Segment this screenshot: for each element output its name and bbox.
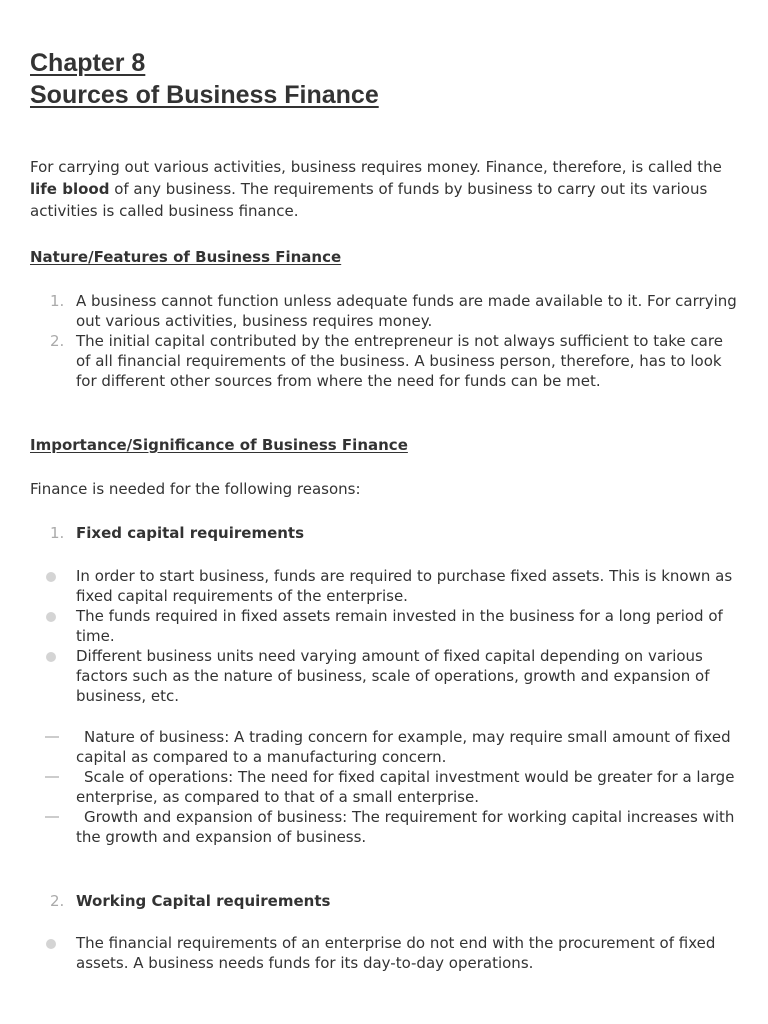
list-number: 1. <box>50 524 65 542</box>
list-item <box>30 767 742 807</box>
chapter-name: Sources of Business Finance <box>30 81 379 109</box>
list-item <box>30 891 742 911</box>
list-item-text: The initial capital contributed by the entrepreneur is not always sufficient to take care of all financial requirements of the business. A business person, therefore, has to look for different other sources from where the need for funds can be met. <box>76 332 723 390</box>
fixed-capital-bullets <box>30 566 742 706</box>
dash-icon <box>45 816 59 818</box>
nature-heading: Nature/Features of Business Finance <box>30 248 342 266</box>
working-capital-title: Working Capital requirements <box>76 892 331 910</box>
list-item-text: A business cannot function unless adequate funds are made available to it. For carrying out various activities, business requires money. <box>76 292 737 330</box>
working-capital-list <box>30 891 742 911</box>
intro-text-part1: For carrying out various activities, business requires money. Finance, therefore, is called the <box>30 158 722 176</box>
list-item <box>30 566 742 606</box>
intro-paragraph <box>30 156 742 222</box>
list-item-text: Different business units need varying amount of fixed capital depending on various factors such as the nature of business, scale of operations, growth and expansion of business, etc. <box>76 647 710 705</box>
list-item <box>30 727 742 767</box>
list-number: 2. <box>50 332 65 350</box>
list-item <box>30 291 742 331</box>
bullet-icon <box>46 939 56 949</box>
fixed-capital-title: Fixed capital requirements <box>76 524 305 542</box>
chapter-title <box>30 47 379 111</box>
list-item <box>30 807 742 847</box>
dash-icon <box>45 736 59 738</box>
intro-bold-term: life blood <box>30 180 110 198</box>
importance-intro: Finance is needed for the following reasons: <box>30 480 361 498</box>
list-item-text: The funds required in fixed assets remain invested in the business for a long period of time. <box>76 607 723 645</box>
dash-icon <box>45 776 59 778</box>
list-number: 1. <box>50 292 65 310</box>
list-item <box>30 606 742 646</box>
fixed-capital-factors <box>30 727 742 847</box>
list-item <box>30 523 742 543</box>
bullet-icon <box>46 652 56 662</box>
list-item <box>30 933 742 973</box>
list-item-text: The financial requirements of an enterprise do not end with the procurement of fixed assets. A business needs funds for its day-to-day operations. <box>76 934 716 972</box>
chapter-number: Chapter 8 <box>30 49 146 77</box>
working-capital-bullets <box>30 933 742 973</box>
list-item <box>30 646 742 706</box>
list-item-text: In order to start business, funds are required to purchase fixed assets. This is known as fixed capital requirements of the enterprise. <box>76 567 733 605</box>
intro-text-part2: of any business. The requirements of funds by business to carry out its various activities is called business finance. <box>30 180 708 220</box>
importance-heading: Importance/Significance of Business Finance <box>30 436 408 454</box>
list-item-text: Growth and expansion of business: The requirement for working capital increases with the growth and expansion of business. <box>76 808 735 846</box>
fixed-capital-list <box>30 523 742 543</box>
list-item <box>30 331 742 391</box>
bullet-icon <box>46 572 56 582</box>
list-number: 2. <box>50 892 65 910</box>
bullet-icon <box>46 612 56 622</box>
nature-list <box>30 291 742 391</box>
list-item-text: Scale of operations: The need for fixed capital investment would be greater for a large enterprise, as compared to that of a small enterprise. <box>76 768 735 806</box>
list-item-text: Nature of business: A trading concern for example, may require small amount of fixed capital as compared to a manufacturing concern. <box>76 728 731 766</box>
